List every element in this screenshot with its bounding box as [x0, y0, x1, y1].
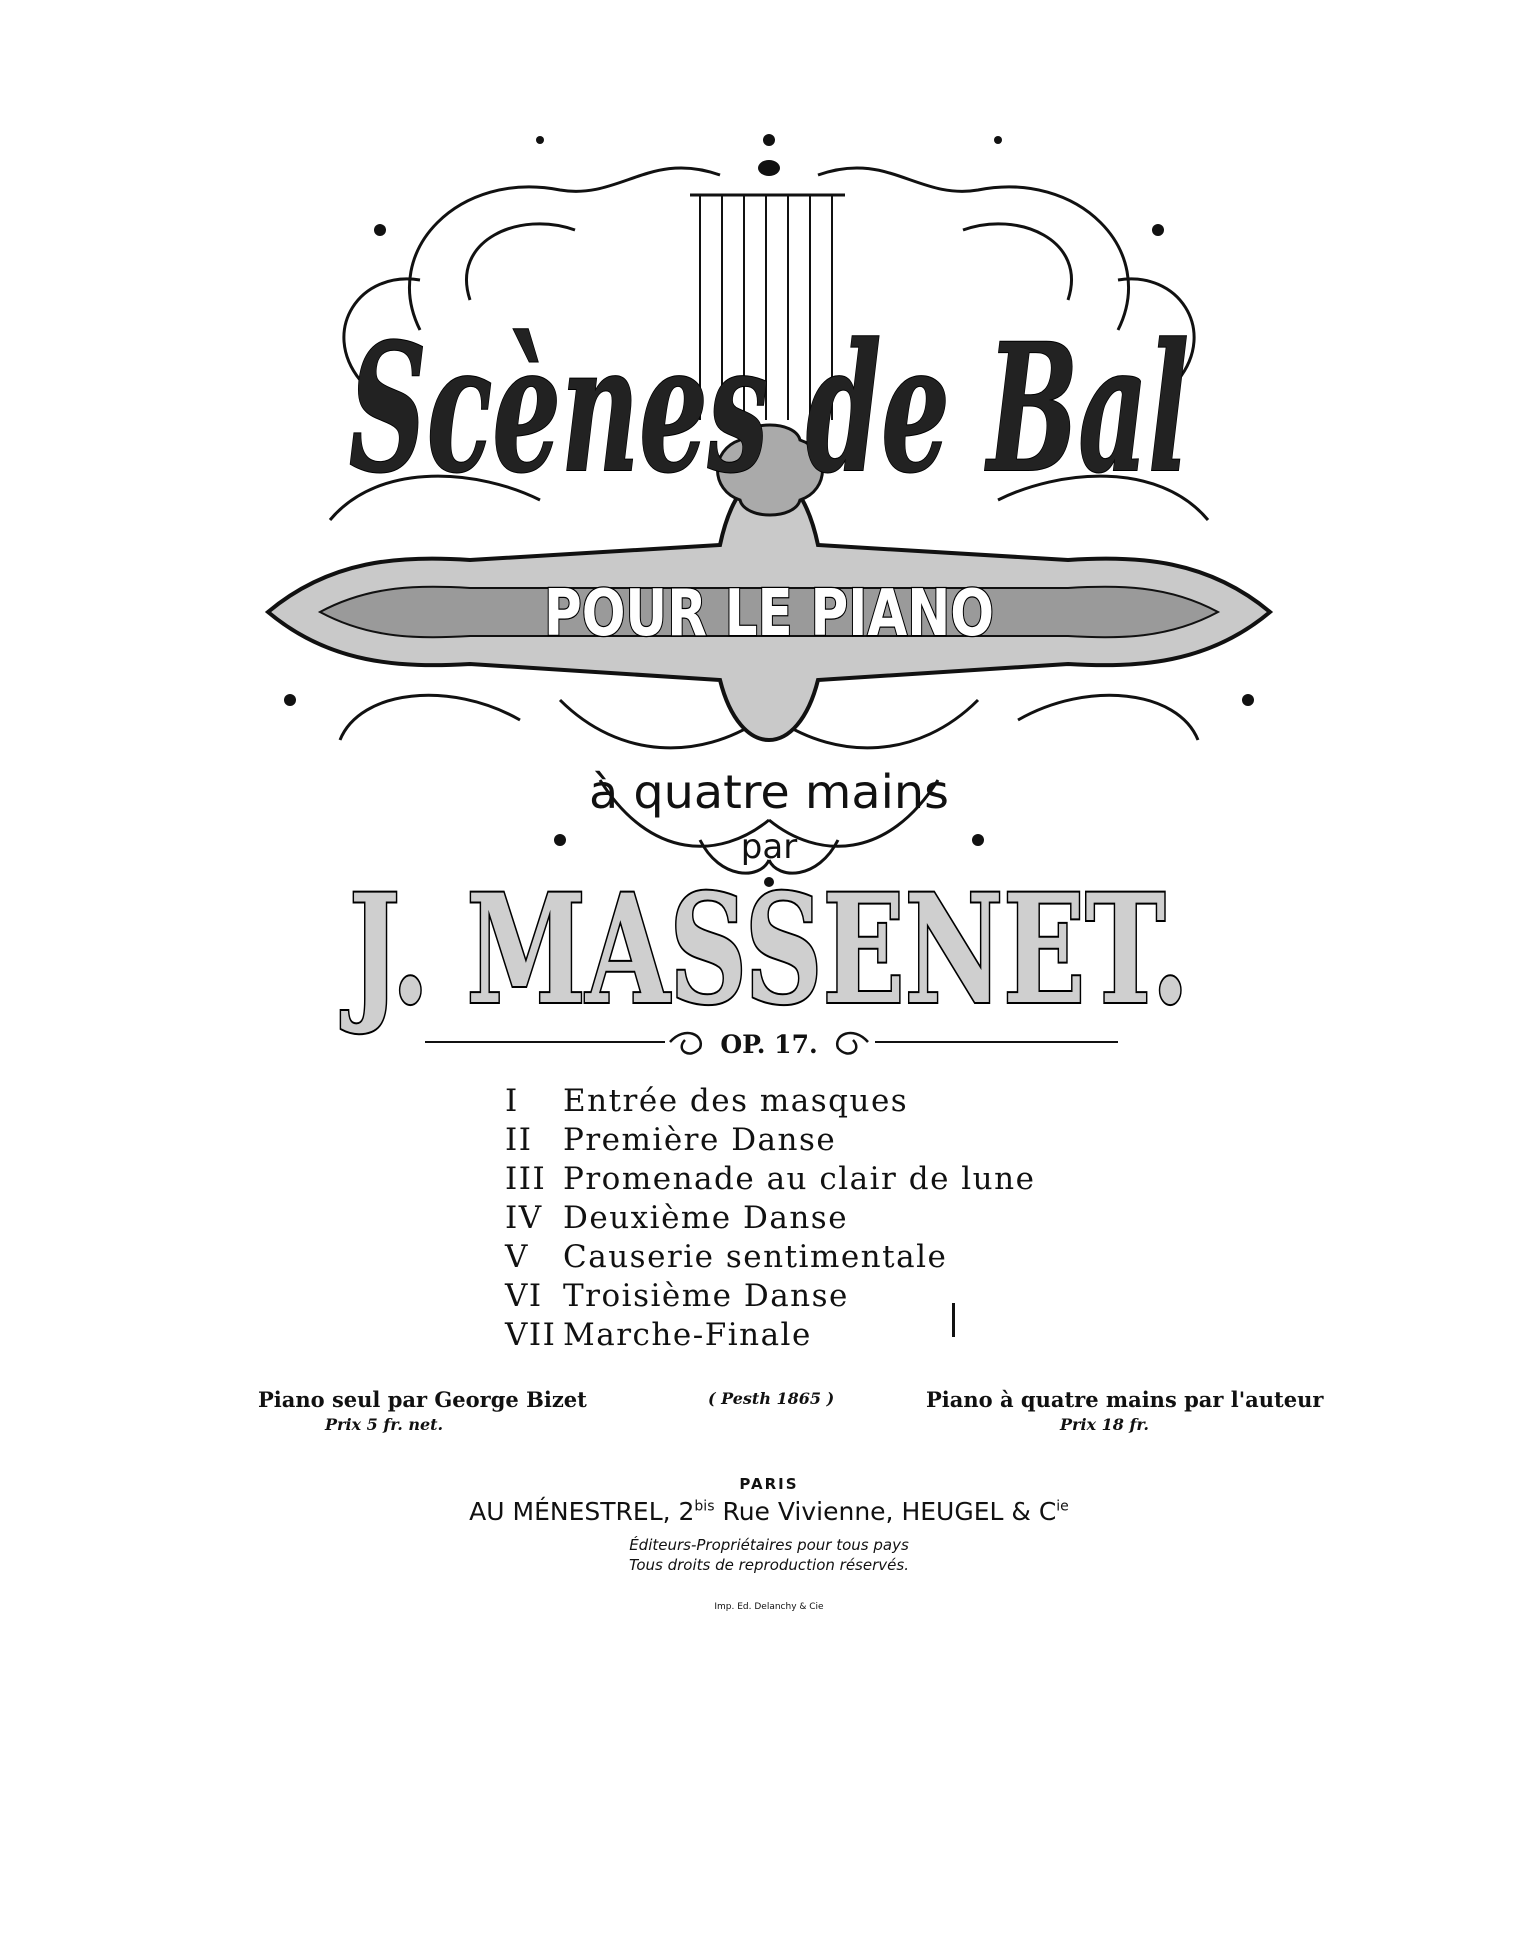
- item-number: III: [505, 1161, 547, 1197]
- edition-right-label: Piano à quatre mains par l'auteur: [926, 1387, 1324, 1412]
- item-title: Promenade au clair de lune: [563, 1161, 1036, 1197]
- list-item: [505, 1278, 1145, 1317]
- subtitle: POUR LE PIANO: [544, 577, 994, 651]
- item-number: I: [505, 1083, 519, 1119]
- item-title: Entrée des masques: [563, 1083, 909, 1119]
- edition-date: ( Pesth 1865 ): [708, 1389, 835, 1408]
- divider-mark: [952, 1303, 955, 1337]
- publisher-line: [469, 1497, 1069, 1526]
- item-number: V: [505, 1239, 529, 1275]
- printer-credit: Imp. Ed. Delanchy & Cie: [714, 1602, 824, 1612]
- list-item: [505, 1200, 1145, 1239]
- list-item: [505, 1161, 1145, 1200]
- item-number: VII: [505, 1317, 557, 1353]
- item-title: Deuxième Danse: [563, 1200, 849, 1236]
- publisher-city: PARIS: [739, 1475, 799, 1493]
- edition-left-price: Prix 5 fr. net.: [325, 1415, 444, 1434]
- opus-number: OP. 17.: [720, 1030, 818, 1059]
- main-title: Scènes de Bal: [349, 305, 1189, 512]
- publisher-note-2: Tous droits de reproduction réservés.: [629, 1556, 909, 1574]
- publisher-ie: ie: [1056, 1498, 1069, 1515]
- list-item: [505, 1083, 1145, 1122]
- by-label: par: [740, 827, 798, 867]
- composer-name: J. MASSENET.: [341, 862, 1189, 1038]
- publisher-name: AU MÉNESTREL, 2: [469, 1497, 695, 1526]
- item-number: VI: [505, 1278, 543, 1314]
- edition-left-label: Piano seul par George Bizet: [258, 1387, 587, 1412]
- item-title: Marche-Finale: [563, 1317, 812, 1353]
- item-title: Causerie sentimentale: [563, 1239, 948, 1275]
- item-title: Première Danse: [563, 1122, 837, 1158]
- contents-list: [505, 1083, 1145, 1356]
- list-item: [505, 1317, 1145, 1356]
- list-item: [505, 1122, 1145, 1161]
- publisher-bis: bis: [694, 1498, 715, 1515]
- list-item: [505, 1239, 1145, 1278]
- item-number: IV: [505, 1200, 543, 1236]
- item-number: II: [505, 1122, 533, 1158]
- arrangement-label: à quatre mains: [589, 765, 949, 819]
- publisher-note-1: Éditeurs-Propriétaires pour tous pays: [629, 1536, 909, 1554]
- edition-right-price: Prix 18 fr.: [1060, 1415, 1149, 1434]
- publisher-address: Rue Vivienne, HEUGEL & C: [714, 1497, 1057, 1526]
- item-title: Troisième Danse: [563, 1278, 849, 1314]
